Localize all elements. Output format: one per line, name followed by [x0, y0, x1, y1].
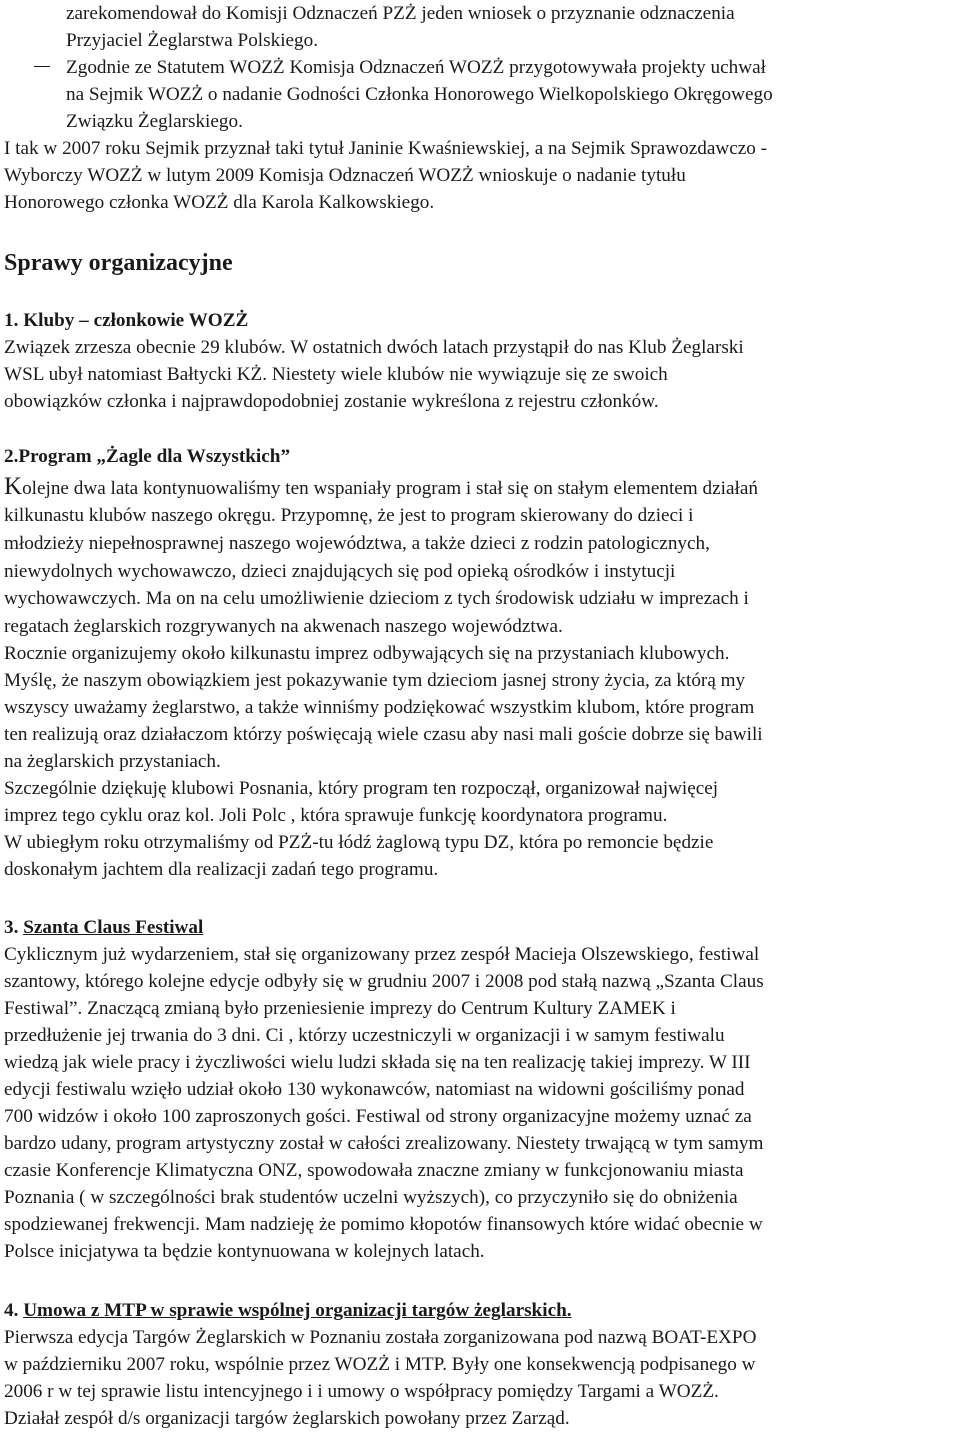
text-line: imprez tego cyklu oraz kol. Joli Polc , która sprawuje funkcję koordynatora programu.: [4, 805, 668, 826]
text-line: przedłużenie jej trwania do 3 dni. Ci , którzy uczestniczyli w organizacji i w samym festiwalu: [4, 1025, 725, 1046]
text-line: Pierwsza edycja Targów Żeglarskich w Poznaniu została zorganizowana pod nazwą BOAT-EXPO: [4, 1327, 757, 1348]
text-line: Honorowego członka WOZŻ dla Karola Kalkowskiego.: [4, 192, 435, 213]
text-line: w październiku 2007 roku, wspólnie przez WOZŻ i MTP. Były one konsekwencją podpisanego w: [4, 1354, 756, 1375]
subsection-heading: [4, 443, 290, 470]
text-line: 700 widzów i około 100 zaproszonych gości. Festiwal od strony organizacyjne możemy uznać za: [4, 1106, 752, 1127]
text-line: regatach żeglarskich rozgrywanych na akwenach naszego województwa.: [4, 616, 563, 637]
text-line: obowiązków członka i najprawdopodobniej zostanie wykreślona z rejestru członków.: [4, 391, 659, 412]
text-line: Wyborczy WOZŻ w lutym 2009 Komisja Odznaczeń WOZŻ wnioskuje o nadanie tytułu: [4, 165, 686, 186]
text-line: na żeglarskich przystaniach.: [4, 751, 221, 772]
text-line: edycji festiwalu wzięło udział około 130 wykonawców, natomiast na widowni gościliśmy ponad: [4, 1079, 745, 1100]
text-line: na Sejmik WOZŻ o nadanie Godności Członka Honorowego Wielkopolskiego Okręgowego: [66, 84, 773, 105]
text-line: wychowawczych. Ma on na celu umożliwienie dzieciom z tych środowisk udziału w imprezach i: [4, 588, 749, 609]
heading-number: 2.: [4, 446, 19, 467]
text-line: szantowy, którego kolejne edycje odbyły się w grudniu 2007 i 2008 pod stałą nazwą „Szanta Claus: [4, 971, 764, 992]
text-line: Polsce inicjatywa ta będzie kontynuowana w kolejnych latach.: [4, 1241, 485, 1262]
heading-title: Program „Żagle dla Wszystkich”: [18, 446, 291, 467]
text-line: ten realizują oraz działaczom którzy poświęcają wiele czasu aby nasi mali goście dobrze się bawili: [4, 724, 763, 745]
text-line: [4, 473, 758, 500]
drop-letter: K: [4, 473, 23, 500]
text-line: bardzo udany, program artystyczny został w całości zrealizowany. Niestety trwającą w tym samym: [4, 1133, 764, 1154]
text-line: Festiwal”. Znaczącą zmianą było przeniesienie imprezy do Centrum Kultury ZAMEK i: [4, 998, 676, 1019]
text-line: wiedzą jak wiele pracy i życzliwości wielu ludzi składa się na ten realizację takiej imprezy. W III: [4, 1052, 751, 1073]
text-line: Związku Żeglarskiego.: [66, 111, 243, 132]
subsection-heading: 1. Kluby – członkowie WOZŻ: [4, 310, 249, 331]
text-line: I tak w 2007 roku Sejmik przyznał taki tytuł Janinie Kwaśniewskiej, a na Sejmik Sprawozdawczo -: [4, 138, 768, 159]
text-line: Szczególnie dziękuję klubowi Posnania, który program ten rozpoczął, organizował najwięcej: [4, 778, 719, 799]
heading-title: Szanta Claus Festiwal: [23, 917, 204, 938]
heading-number: 3.: [4, 917, 24, 938]
text-line: Działał zespół d/s organizacji targów żeglarskich powołany przez Zarząd.: [4, 1408, 570, 1429]
subsection-heading: [4, 914, 203, 941]
section-heading: Sprawy organizacyjne: [4, 250, 233, 276]
text-line: Poznania ( w szczególności brak studentów uczelni wyższych), co przyczyniło się do obniżenia: [4, 1187, 738, 1208]
text-line: W ubiegłym roku otrzymaliśmy od PZŻ-tu łódź żaglową typu DZ, która po remoncie będzie: [4, 832, 714, 853]
text-span: olejne dwa lata kontynuowaliśmy ten wspaniały program i stał się on stałym elementem działań: [22, 478, 758, 499]
text-line: Przyjaciel Żeglarstwa Polskiego.: [66, 30, 319, 51]
text-line: czasie Konferencje Klimatyczna ONZ, spowodowała znaczne zmiany w funkcjonowaniu miasta: [4, 1160, 744, 1181]
text-line: młodzieży niepełnosprawnej naszego województwa, a także dzieci z rodzin patologicznych,: [4, 533, 710, 554]
text-line: Cyklicznym już wydarzeniem, stał się organizowany przez zespół Macieja Olszewskiego, festiwal: [4, 944, 760, 965]
text-line: Myślę, że naszym obowiązkiem jest pokazywanie tym dzieciom jasnej strony życia, za którą my: [4, 670, 746, 691]
heading-number: 4.: [4, 1300, 24, 1321]
text-line: zarekomendował do Komisji Odznaczeń PZŻ jeden wniosek o przyznanie odznaczenia: [66, 3, 735, 24]
text-line: kilkunastu klubów naszego okręgu. Przypomnę, że jest to program skierowany do dzieci i: [4, 505, 694, 526]
text-line: 2006 r w tej sprawie listu intencyjnego i i umowy o współpracy pomiędzy Targami a WOZŻ.: [4, 1381, 719, 1402]
subsection-heading: [4, 1297, 572, 1324]
text-line: doskonałym jachtem dla realizacji zadań tego programu.: [4, 859, 439, 880]
text-line: WSL ubył natomiast Bałtycki KŻ. Niestety wiele klubów nie wywiązuje się ze swoich: [4, 364, 668, 385]
text-line: spodziewanej frekwencji. Mam nadzieję że pomimo kłopotów finansowych które widać obecnie w: [4, 1214, 763, 1235]
bullet-dash: [34, 66, 50, 67]
text-line: Związek zrzesza obecnie 29 klubów. W ostatnich dwóch latach przystąpił do nas Klub Żeglarski: [4, 337, 744, 358]
text-line: niewydolnych wychowawczo, dzieci znajdujących się pod opieką ośrodków i instytucji: [4, 561, 676, 582]
text-line: wszyscy uważamy żeglarstwo, a także winniśmy podziękować wszystkim klubom, które program: [4, 697, 755, 718]
text-line: Zgodnie ze Statutem WOZŻ Komisja Odznaczeń WOZŻ przygotowywała projekty uchwał: [66, 57, 766, 78]
text-line: Rocznie organizujemy około kilkunastu imprez odbywających się na przystaniach klubowych.: [4, 643, 730, 664]
heading-title: Umowa z MTP w sprawie wspólnej organizacji targów żeglarskich.: [23, 1300, 572, 1321]
